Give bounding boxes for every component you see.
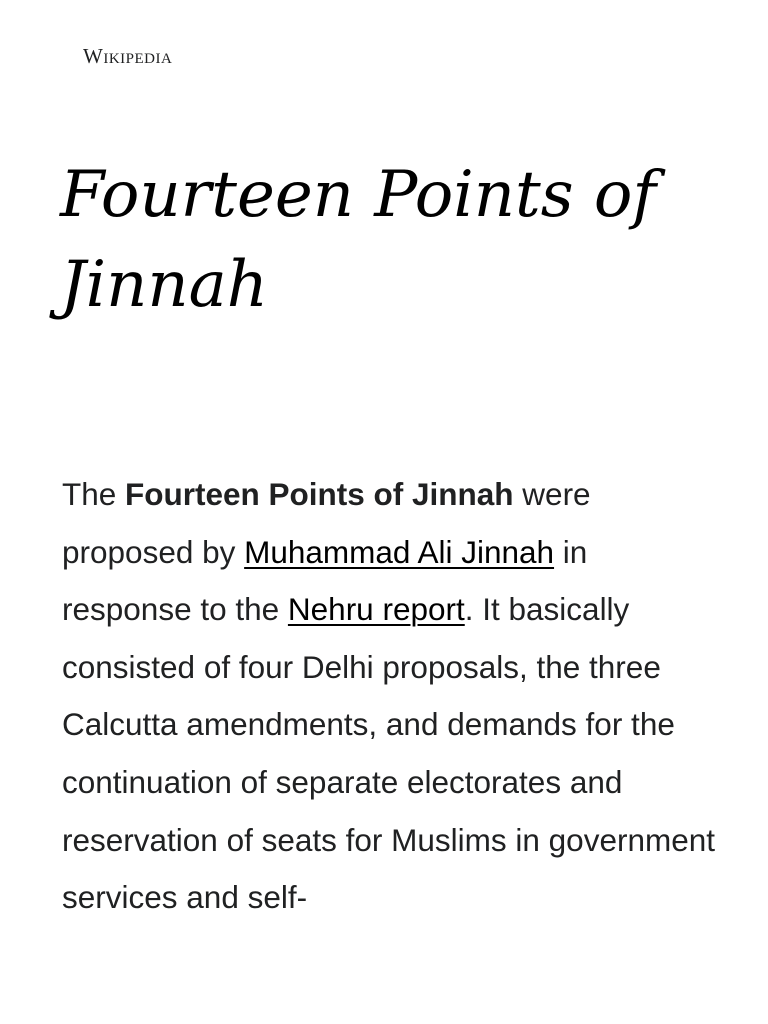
link-nehru-report[interactable]: Nehru report <box>287 591 465 628</box>
link-muhammad-ali-jinnah[interactable]: Muhammad Ali Jinnah <box>244 533 555 570</box>
intro-text-3: in response to the <box>62 533 588 628</box>
intro-text-1: The <box>62 476 126 512</box>
page-title: Fourteen Points of Jinnah <box>60 158 657 322</box>
intro-text-2: were proposed by <box>62 476 591 570</box>
article-subject-bold: Fourteen Points of Jinnah <box>125 476 514 512</box>
intro-text-4: . It basically consisted of four Delhi proposals, the three Calcutta amendments, and demands for the continuation of separate electorates and reservation of seats for Muslims in government services and self- <box>62 591 716 916</box>
intro-paragraph <box>62 466 722 927</box>
wikipedia-wordmark: Wikipedia <box>83 44 173 68</box>
wikipedia-logo[interactable] <box>83 44 172 68</box>
